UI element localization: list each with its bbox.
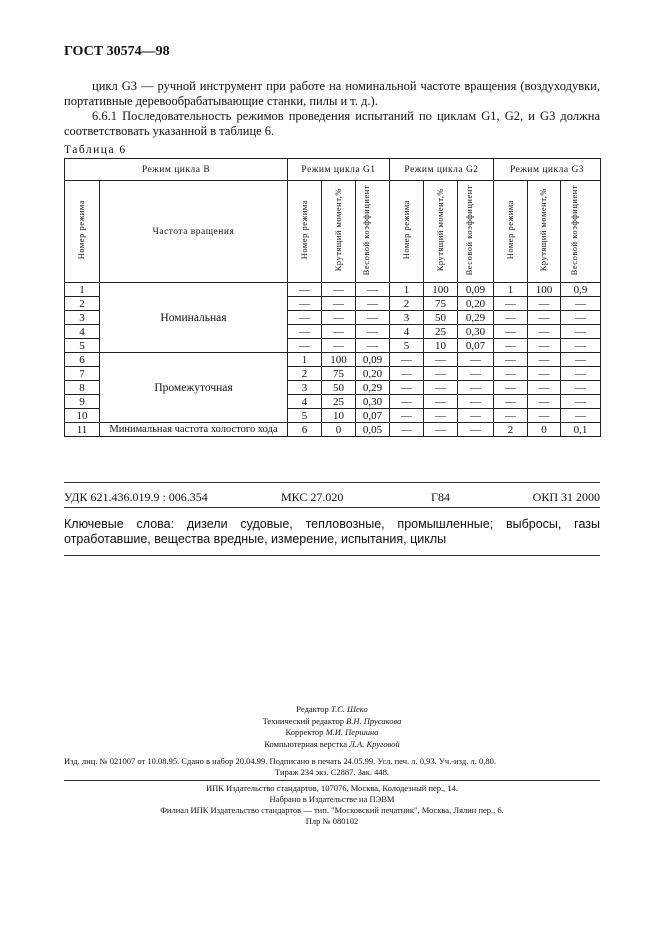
cell-g3-torque: — [528, 367, 561, 381]
modes-table [64, 158, 601, 437]
cell-g1-torque: 25 [322, 395, 356, 409]
sub-header-g1-mode: Номер режима [288, 181, 322, 283]
sub-header-b-freq: Частота вращения [100, 181, 288, 283]
table-caption: Таблица 6 [64, 144, 127, 156]
cell-g2-mode: 5 [390, 339, 424, 353]
cell-g3-weight: — [561, 381, 601, 395]
rule-print [64, 780, 600, 781]
cell-g1-weight: 0,05 [356, 423, 390, 437]
cell-g3-weight: 0,1 [561, 423, 601, 437]
cell-g1-mode: 3 [288, 381, 322, 395]
cell-g1-weight: — [356, 311, 390, 325]
cell-g3-torque: — [528, 297, 561, 311]
cell-g3-torque: 0 [528, 423, 561, 437]
okp-code: ОКП 31 2000 [532, 490, 600, 504]
cell-g2-torque: 50 [424, 311, 458, 325]
rule-top [64, 482, 600, 483]
cell-g1-weight: 0,07 [356, 409, 390, 423]
cell-g1-weight: 0,30 [356, 395, 390, 409]
freq-intermediate: Промежуточная [100, 353, 288, 423]
cell-g3-torque: — [528, 395, 561, 409]
cell-g3-torque: — [528, 353, 561, 367]
cell-g2-torque: 25 [424, 325, 458, 339]
cell-g2-weight: — [458, 395, 494, 409]
cell-g2-weight: 0,20 [458, 297, 494, 311]
cell-g2-torque: 75 [424, 297, 458, 311]
cell-g2-weight: 0,07 [458, 339, 494, 353]
cell-g1-torque: 50 [322, 381, 356, 395]
credit-corrector: Корректор М.И. Першина [285, 727, 379, 737]
cell-mode-number: 2 [65, 297, 100, 311]
sub-header-b-mode: Номер режима [65, 181, 100, 283]
cell-g2-mode: — [390, 423, 424, 437]
cell-g2-weight: — [458, 367, 494, 381]
credit-tech-editor: Технический редактор В.Н. Прусакова [262, 715, 402, 726]
group-header-b: Режим цикла B [65, 159, 288, 181]
print-info-line4: Набрано в Издательстве на ПЭВМ [269, 794, 395, 804]
cell-g2-torque: — [424, 367, 458, 381]
cell-g1-torque: — [322, 325, 356, 339]
cell-g3-mode: — [494, 381, 528, 395]
print-info-line3: ИПК Издательство стандартов, 107076, Москва, Колодезный пер., 14. [205, 783, 459, 793]
cell-g3-weight: — [561, 325, 601, 339]
group-header-g2: Режим цикла G2 [390, 159, 494, 181]
cell-g2-torque: — [424, 409, 458, 423]
table-body [65, 283, 601, 437]
cell-mode-number: 5 [65, 339, 100, 353]
cell-g3-torque: 100 [528, 283, 561, 297]
print-info-line1: Изд. лиц. № 021007 от 10.08.95. Сдано в набор 20.04.99. Подписано в печать 24.05.99. Усл. печ. л. 0,93. Уч.-изд. л. 0,80. [64, 756, 496, 766]
cell-g1-weight: 0,20 [356, 367, 390, 381]
cell-g1-weight: — [356, 283, 390, 297]
cell-g2-weight: — [458, 353, 494, 367]
cell-g1-torque: — [322, 297, 356, 311]
cell-mode-number: 3 [65, 311, 100, 325]
cell-g3-torque: — [528, 409, 561, 423]
cell-g2-mode: — [390, 353, 424, 367]
rule-mid [64, 507, 600, 508]
cell-g3-mode: — [494, 395, 528, 409]
cell-g3-weight: 0,9 [561, 283, 601, 297]
cell-g1-weight: 0,29 [356, 381, 390, 395]
cell-g1-mode: 1 [288, 353, 322, 367]
cell-g3-weight: — [561, 409, 601, 423]
cell-g3-weight: — [561, 353, 601, 367]
cell-g1-torque: 100 [322, 353, 356, 367]
cell-g2-mode: 4 [390, 325, 424, 339]
udk-code: УДК 621.436.019.9 : 006.354 [64, 490, 208, 504]
sub-header-g2-mode: Номер режима [390, 181, 424, 283]
print-info-line5: Филиал ИПК Издательство стандартов — тип. "Московский печатник", Москва, Лялин пер., 6. [160, 805, 504, 815]
cell-g3-torque: — [528, 325, 561, 339]
table-row [65, 353, 601, 367]
cell-g2-torque: — [424, 423, 458, 437]
cell-mode-number: 8 [65, 381, 100, 395]
cell-g1-torque: — [322, 339, 356, 353]
cell-mode-number: 7 [65, 367, 100, 381]
sub-header-g3-mode: Номер режима [494, 181, 528, 283]
cell-g2-weight: — [458, 423, 494, 437]
cell-g2-weight: 0,09 [458, 283, 494, 297]
cell-mode-number: 1 [65, 283, 100, 297]
cell-g3-mode: — [494, 339, 528, 353]
credit-editor: Редактор Т.С. Шеко [296, 704, 368, 714]
cell-g3-mode: — [494, 325, 528, 339]
cell-g1-torque: 0 [322, 423, 356, 437]
cell-g2-weight: — [458, 381, 494, 395]
cell-g1-torque: 75 [322, 367, 356, 381]
document-header: ГОСТ 30574—98 [64, 44, 170, 59]
cell-g3-mode: — [494, 409, 528, 423]
cell-mode-number: 6 [65, 353, 100, 367]
cell-g1-torque: 10 [322, 409, 356, 423]
sub-header-g2-torque: Крутящий момент,% [424, 181, 458, 283]
credits-block [64, 704, 600, 750]
cell-g1-weight: 0,09 [356, 353, 390, 367]
cell-mode-number: 11 [65, 423, 100, 437]
cell-g1-mode: — [288, 311, 322, 325]
mks-code: МКС 27.020 [281, 490, 344, 504]
cell-g3-weight: — [561, 339, 601, 353]
print-info-line6: Плр № 080102 [305, 816, 359, 826]
cell-g2-torque: — [424, 381, 458, 395]
table-row [65, 423, 601, 437]
cell-g3-mode: — [494, 297, 528, 311]
print-info-line2: Тираж 234 экз. С2887. Зак. 448. [275, 767, 389, 777]
cell-g2-mode: 3 [390, 311, 424, 325]
paragraph-cycle-g3: цикл G3 — ручной инструмент при работе на номинальной частоте вращения (воздуходувки, портативные деревообрабатывающие станки, пилы и т. д.). [64, 79, 600, 108]
table-group-header-row [65, 159, 601, 181]
cell-g1-weight: — [356, 339, 390, 353]
cell-g1-weight: — [356, 325, 390, 339]
cell-g1-mode: 5 [288, 409, 322, 423]
cell-g1-mode: 4 [288, 395, 322, 409]
cell-g1-torque: — [322, 283, 356, 297]
cell-mode-number: 4 [65, 325, 100, 339]
cell-g1-weight: — [356, 297, 390, 311]
cell-g1-torque: — [322, 311, 356, 325]
table-row [65, 283, 601, 297]
cell-g1-mode: — [288, 325, 322, 339]
rule-bottom [64, 555, 600, 556]
cell-g1-mode: 2 [288, 367, 322, 381]
sub-header-g1-torque: Крутящий момент,% [322, 181, 356, 283]
group-header-g1: Режим цикла G1 [288, 159, 390, 181]
cell-g3-mode: 2 [494, 423, 528, 437]
keywords: Ключевые слова: дизели судовые, тепловозные, промышленные; выбросы, газы отработавшие, вещества вредные, измерение, испытания, циклы [64, 517, 600, 546]
cell-g2-mode: — [390, 367, 424, 381]
cell-g3-torque: — [528, 339, 561, 353]
cell-g2-mode: 2 [390, 297, 424, 311]
cell-g2-mode: — [390, 381, 424, 395]
cell-g2-weight: 0,30 [458, 325, 494, 339]
cell-g1-mode: 6 [288, 423, 322, 437]
cell-g3-torque: — [528, 381, 561, 395]
cell-g3-weight: — [561, 297, 601, 311]
sub-header-g1-weight: Весовой коэффициент [356, 181, 390, 283]
cell-g3-weight: — [561, 367, 601, 381]
sub-header-g3-torque: Крутящий момент,% [528, 181, 561, 283]
cell-g3-weight: — [561, 395, 601, 409]
cell-g3-torque: — [528, 311, 561, 325]
group-header-g3: Режим цикла G3 [494, 159, 601, 181]
cell-g1-mode: — [288, 297, 322, 311]
cell-g2-weight: 0,29 [458, 311, 494, 325]
cell-mode-number: 10 [65, 409, 100, 423]
cell-g2-torque: 10 [424, 339, 458, 353]
cell-g3-mode: — [494, 311, 528, 325]
sub-header-g2-weight: Весовой коэффициент [458, 181, 494, 283]
cell-g2-mode: 1 [390, 283, 424, 297]
table-sub-header-row [65, 181, 601, 283]
freq-nominal: Номинальная [100, 283, 288, 353]
cell-g2-mode: — [390, 409, 424, 423]
freq-idle: Минимальная частота холостого хода [100, 423, 288, 437]
cell-g2-torque: 100 [424, 283, 458, 297]
cell-mode-number: 9 [65, 395, 100, 409]
g-code: Г84 [431, 490, 450, 504]
cell-g2-torque: — [424, 395, 458, 409]
cell-g2-mode: — [390, 395, 424, 409]
cell-g1-mode: — [288, 283, 322, 297]
sub-header-g3-weight: Весовой коэффициент [561, 181, 601, 283]
credit-layout: Компьютерная верстка Л.А. Круговой [264, 738, 400, 749]
cell-g2-torque: — [424, 353, 458, 367]
cell-g3-mode: — [494, 353, 528, 367]
cell-g3-mode: 1 [494, 283, 528, 297]
cell-g2-weight: — [458, 409, 494, 423]
cell-g3-weight: — [561, 311, 601, 325]
paragraph-sequence: 6.6.1 Последовательность режимов проведения испытаний по циклам G1, G2, и G3 должна соответствовать указанной в таблице 6. [64, 109, 600, 138]
cell-g3-mode: — [494, 367, 528, 381]
cell-g1-mode: — [288, 339, 322, 353]
